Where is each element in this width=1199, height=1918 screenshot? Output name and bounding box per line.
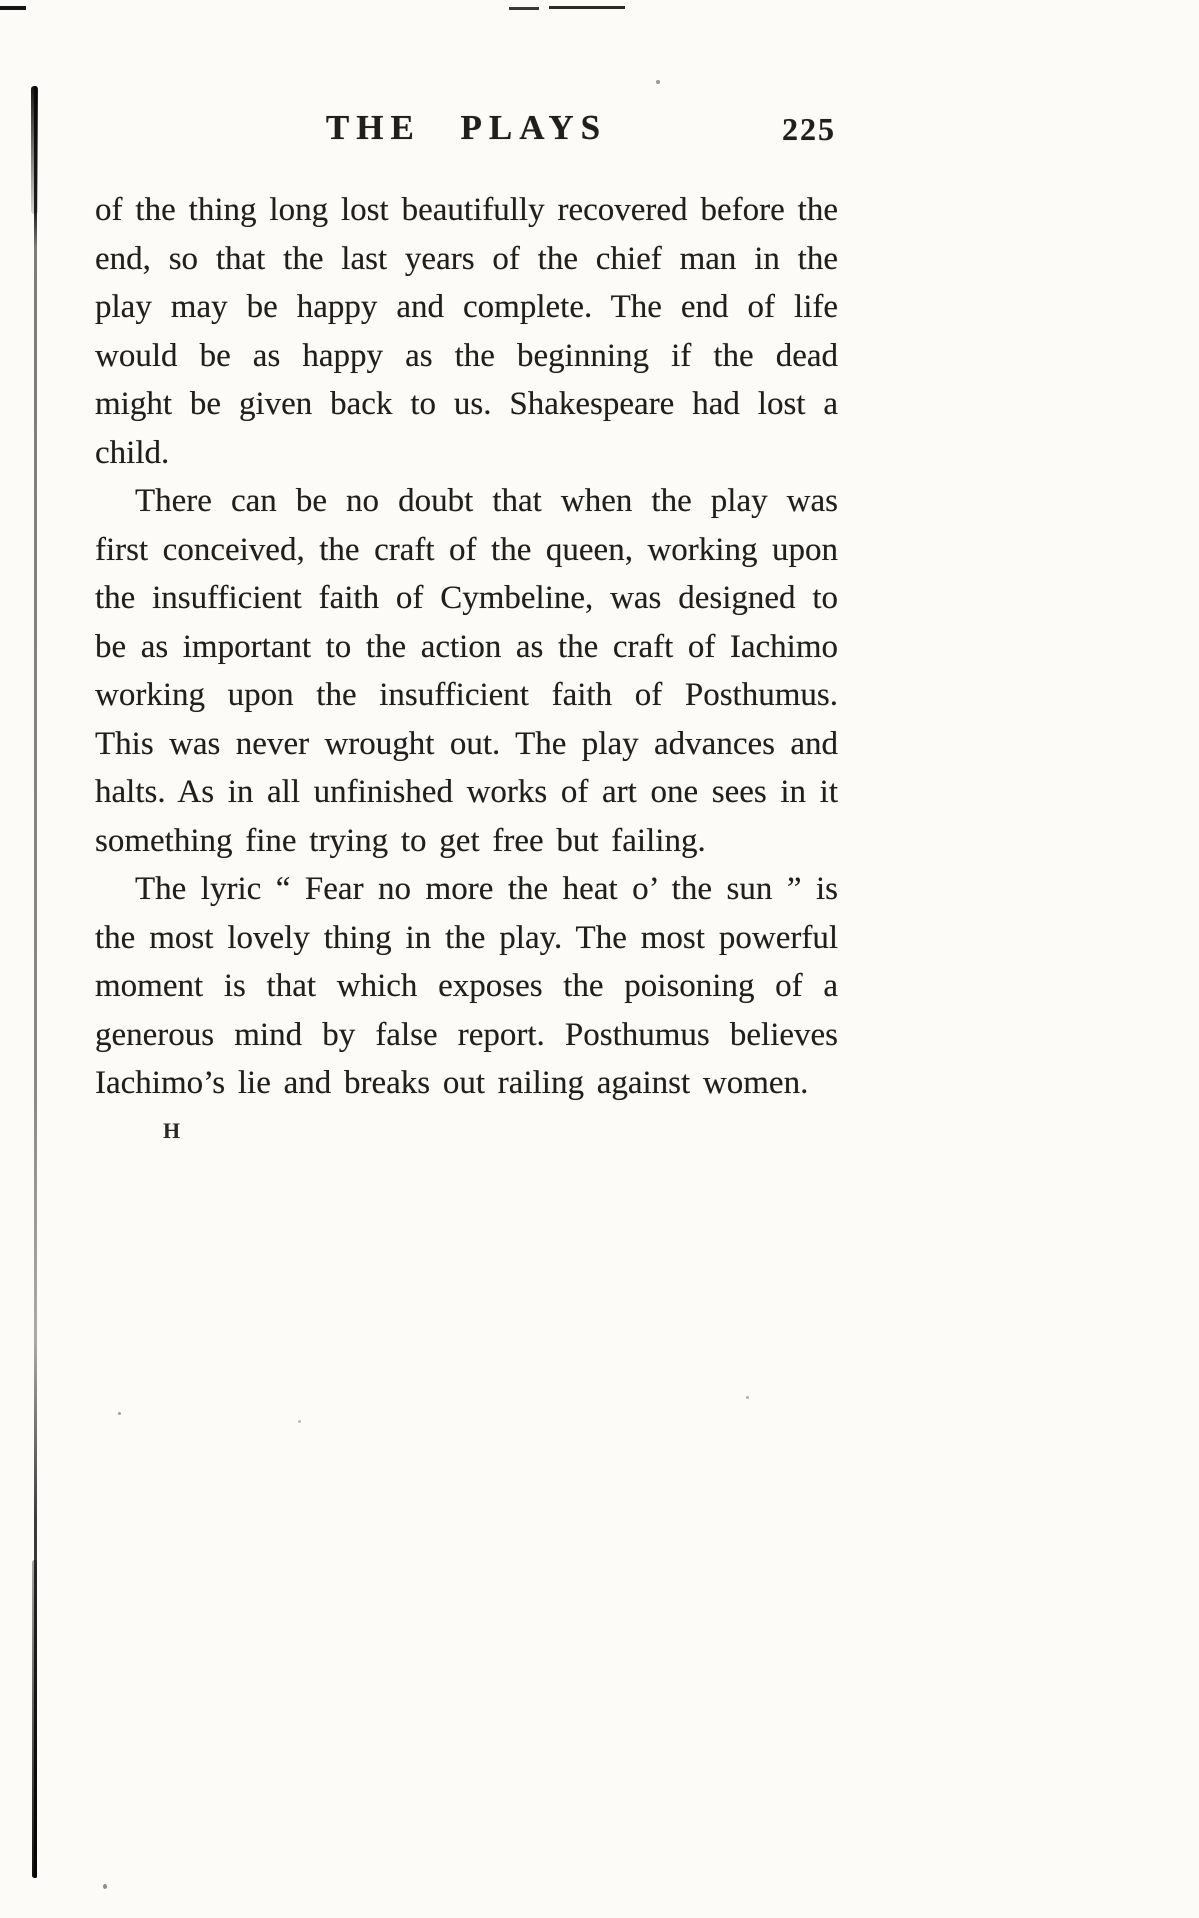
book-gutter-line-bottom [32, 1560, 37, 1878]
book-gutter-line [34, 86, 37, 1878]
printer-signature-mark: H [163, 1117, 182, 1143]
scan-speck [103, 1884, 107, 1889]
scan-speck [298, 1420, 301, 1423]
paragraph: of the thing long lost beautifully recovered before the end, so that the last years of the chief man in the play may be happy and complete. The end of life would be as happy as the beginning if the dead might be given back to us. Shakespeare had lost a child. [95, 192, 838, 471]
book-page [95, 108, 838, 1144]
book-gutter-line-top [31, 86, 38, 214]
page-title: THE PLAYS [325, 108, 608, 147]
paragraph: There can be no doubt that when the play was first conceived, the craft of the queen, working upon the insufficient faith of Cymbeline, was designed to be as important to the action as the craft of Iachimo working upon the insufficient faith of Posthumus. This was never wrought out. The play advances and halts. As in all unfinished works of art one sees in it something fine trying to get free but failing. [95, 483, 838, 859]
page-number: 225 [782, 111, 836, 147]
paragraph: The lyric “ Fear no more the heat o’ the sun ” is the most lovely thing in the play. The most powerful moment is that which exposes the poisoning of a generous mind by false report. Posthumus believes Iachimo’s lie and breaks out railing against women. [95, 871, 838, 1101]
body-text [95, 186, 838, 1108]
scan-speck [746, 1396, 749, 1399]
scan-speck [118, 1412, 121, 1415]
running-header [95, 108, 838, 160]
scan-corner-mark [0, 6, 26, 10]
scan-dash-mark [509, 7, 539, 10]
scan-dash-mark [549, 6, 625, 9]
scan-speck [656, 80, 660, 84]
